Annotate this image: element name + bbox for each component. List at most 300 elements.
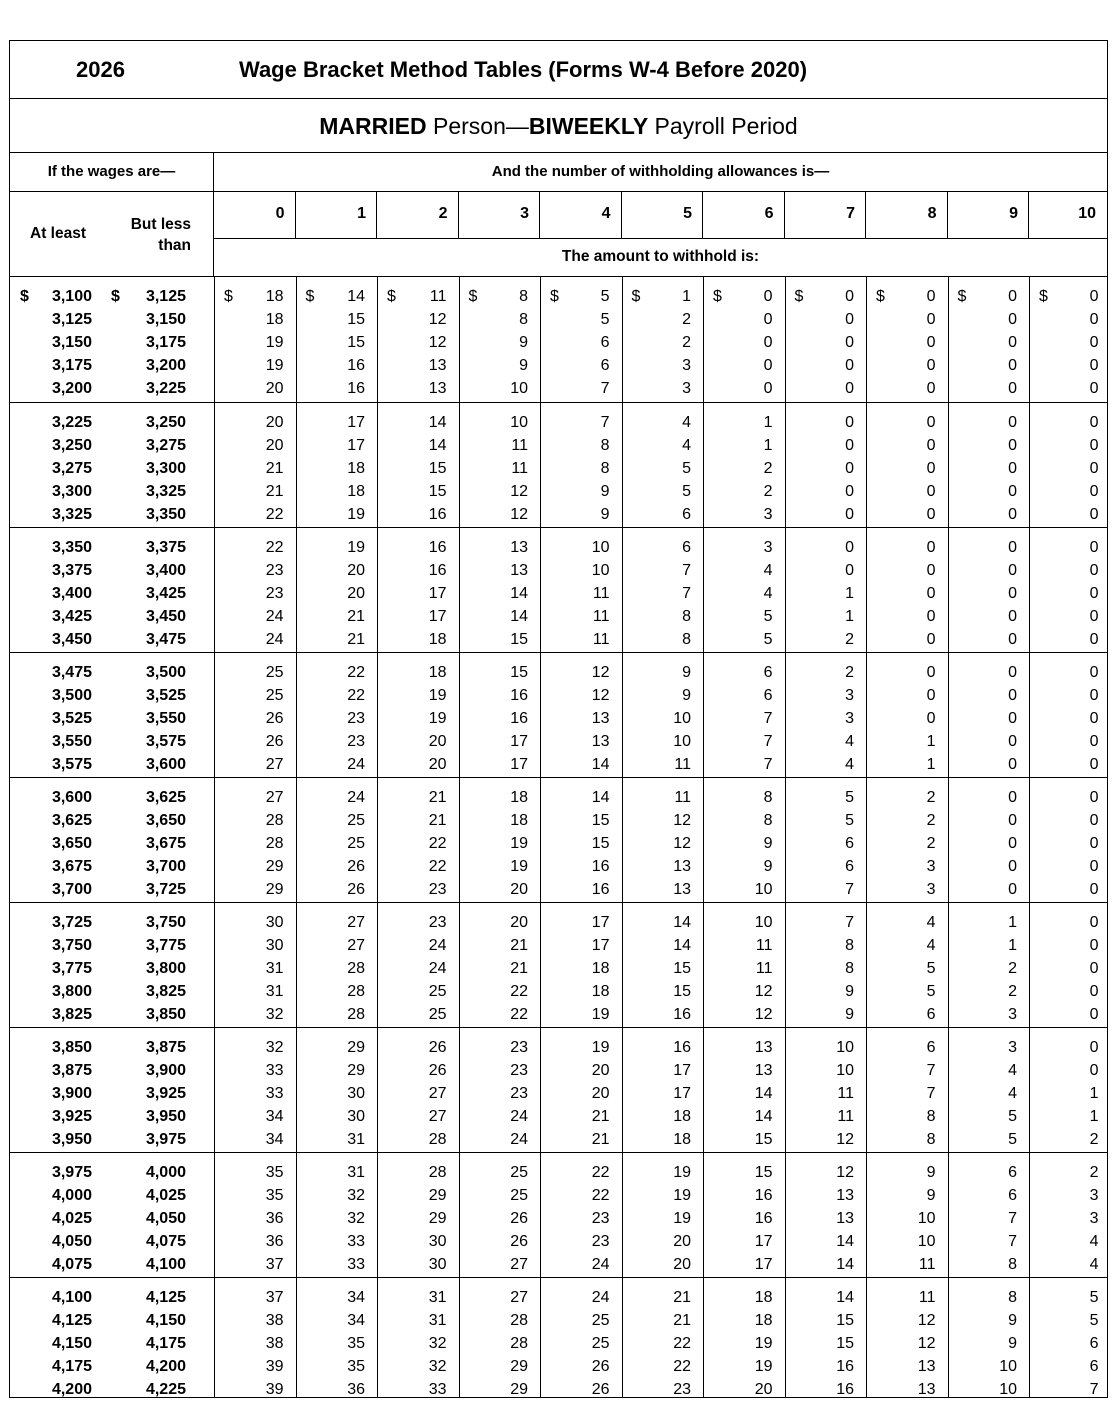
withholding-amount: 1 [926, 733, 936, 750]
withholding-amount: 12 [591, 664, 610, 681]
table-row [10, 832, 1107, 855]
withholding-amount: 13 [591, 710, 610, 727]
withholding-amount: 8 [926, 1108, 936, 1125]
row-group [10, 777, 1107, 902]
wage-but-less-than: 3,525 [145, 687, 186, 704]
withholding-amount: 5 [763, 631, 773, 648]
withholding-amount: 10 [673, 733, 691, 750]
withholding-amount: 14 [754, 1108, 773, 1125]
withholding-amount: 10 [999, 1358, 1017, 1375]
withholding-amount: 1 [845, 608, 854, 625]
wage-but-less-than: 3,225 [145, 380, 186, 397]
withholding-amount: 20 [428, 756, 447, 773]
withholding-amount: 5 [845, 789, 854, 806]
withholding-amount: 16 [347, 357, 365, 374]
withholding-amount: 28 [510, 1335, 528, 1352]
withholding-amount: 20 [510, 914, 528, 931]
allowance-col-7: 7 [785, 192, 867, 238]
withholding-amount: 14 [428, 437, 447, 454]
withholding-amount: 22 [265, 506, 284, 523]
withholding-amount: 0 [1089, 710, 1099, 727]
withholding-amount: 0 [1089, 858, 1099, 875]
withholding-amount: 3 [845, 687, 854, 704]
table-row [10, 377, 1107, 400]
withholding-amount: 0 [926, 380, 936, 397]
withholding-amount: 14 [591, 789, 610, 806]
withholding-amount: 26 [591, 1381, 610, 1398]
table-row [10, 1161, 1107, 1184]
withholding-amount: 16 [754, 1187, 773, 1204]
withholding-amount: 4 [1008, 1085, 1017, 1102]
withholding-amount: 26 [428, 1062, 447, 1079]
withholding-amount: 3 [1008, 1006, 1017, 1023]
withholding-amount: 12 [428, 311, 447, 328]
withholding-amount: 13 [754, 1062, 773, 1079]
withholding-amount: 0 [1089, 756, 1099, 773]
withholding-amount: 19 [754, 1335, 773, 1352]
withholding-amount: 16 [836, 1358, 854, 1375]
withholding-amount: 14 [836, 1289, 854, 1306]
withholding-amount: 28 [347, 960, 365, 977]
withholding-amount: 12 [428, 334, 447, 351]
wage-at-least: 3,150 [51, 334, 92, 351]
table-row [10, 582, 1107, 605]
withholding-amount: 0 [1008, 881, 1017, 898]
wage-at-least: 3,575 [51, 756, 92, 773]
withholding-amount: 11 [837, 1108, 854, 1125]
withholding-amount: 9 [519, 334, 528, 351]
withholding-amount: 2 [682, 311, 691, 328]
withholding-amount: 9 [926, 1187, 936, 1204]
withholding-amount: 0 [1089, 380, 1099, 397]
withholding-amount: 15 [673, 960, 691, 977]
allowance-col-0: 0 [214, 192, 296, 238]
withholding-amount: 3 [1089, 1210, 1099, 1227]
withholding-amount: 4 [763, 562, 773, 579]
withholding-amount: 20 [673, 1233, 691, 1250]
withholding-amount: 8 [600, 437, 610, 454]
withholding-amount: 29 [510, 1358, 528, 1375]
withholding-amount: 24 [265, 608, 284, 625]
withholding-amount: 24 [265, 631, 284, 648]
withholding-amount: 1 [763, 414, 773, 431]
withholding-amount: 9 [845, 983, 854, 1000]
withholding-amount: 9 [1008, 1312, 1017, 1329]
wage-at-least: 3,350 [51, 539, 92, 556]
withholding-amount: 0 [845, 334, 854, 351]
withholding-amount: 20 [673, 1256, 691, 1273]
withholding-amount: 29 [347, 1062, 365, 1079]
withholding-amount: 0 [926, 506, 936, 523]
wage-at-least: 3,400 [51, 585, 92, 602]
withholding-amount: 29 [265, 881, 284, 898]
table-row [10, 1230, 1107, 1253]
withholding-amount: 21 [428, 812, 447, 829]
wage-at-least: 3,700 [51, 881, 92, 898]
withholding-amount: 33 [428, 1381, 447, 1398]
withholding-amount: 14 [836, 1256, 854, 1273]
withholding-amount: 15 [347, 334, 365, 351]
withholding-amount: 26 [591, 1358, 610, 1375]
withholding-amount: 10 [999, 1381, 1017, 1398]
wage-at-least: 3,125 [51, 311, 92, 328]
withholding-amount: 6 [926, 1006, 936, 1023]
wage-but-less-than: 4,000 [145, 1164, 186, 1181]
table-row [10, 1253, 1107, 1276]
withholding-amount: 4 [1089, 1256, 1099, 1273]
withholding-amount: 0 [845, 506, 854, 523]
withholding-amount: 0 [1089, 789, 1099, 806]
wage-at-least: 4,200 [51, 1381, 92, 1398]
withholding-amount: 5 [1008, 1108, 1017, 1125]
withholding-amount: 17 [510, 756, 528, 773]
withholding-amount: 1 [763, 437, 773, 454]
withholding-amount: 0 [1008, 483, 1017, 500]
wage-but-less-than: 4,050 [145, 1210, 186, 1227]
wage-at-least: 3,675 [51, 858, 92, 875]
withholding-amount: 26 [265, 710, 284, 727]
withholding-amount: 25 [591, 1312, 610, 1329]
withholding-amount: 22 [510, 1006, 528, 1023]
wage-but-less-than: 3,825 [145, 983, 186, 1000]
table-row [10, 1207, 1107, 1230]
withholding-amount: 5 [600, 311, 610, 328]
withholding-amount: 19 [673, 1210, 691, 1227]
withholding-amount: 16 [510, 710, 528, 727]
withholding-amount: 0 [1008, 334, 1017, 351]
withholding-amount: 0 [1089, 608, 1099, 625]
withholding-amount: 10 [836, 1062, 854, 1079]
wage-but-less-than: 4,100 [145, 1256, 186, 1273]
withholding-amount: 0 [1008, 539, 1017, 556]
withholding-amount: 26 [265, 733, 284, 750]
withholding-amount: 20 [591, 1062, 610, 1079]
subtitle-person: Person— [426, 113, 529, 139]
withholding-amount: 13 [428, 380, 447, 397]
withholding-amount: 16 [673, 1039, 691, 1056]
withholding-amount: 18 [347, 483, 365, 500]
wage-at-least: 3,275 [51, 460, 92, 477]
withholding-amount: 21 [265, 483, 284, 500]
withholding-amount: 2 [1089, 1131, 1099, 1148]
withholding-amount: 8 [519, 288, 528, 305]
table-title: Wage Bracket Method Tables (Forms W-4 Before 2020) [239, 57, 808, 82]
wage-but-less-than: 3,975 [145, 1131, 186, 1148]
withholding-amount: 0 [1089, 562, 1099, 579]
withholding-amount: 30 [265, 914, 284, 931]
wage-but-less-than: 3,550 [145, 710, 186, 727]
withholding-amount: 11 [918, 1289, 936, 1306]
withholding-amount: 35 [347, 1335, 365, 1352]
table-row [10, 503, 1107, 526]
withholding-amount: 18 [591, 983, 610, 1000]
withholding-amount: 18 [510, 789, 528, 806]
withholding-amount: 0 [1008, 789, 1017, 806]
wage-at-least: 3,325 [51, 506, 92, 523]
withholding-amount: 22 [591, 1164, 610, 1181]
withholding-amount: 20 [428, 733, 447, 750]
withholding-amount: 5 [1008, 1131, 1017, 1148]
withholding-amount: 0 [1089, 539, 1099, 556]
withholding-amount: 18 [428, 664, 447, 681]
withholding-amount: 27 [510, 1256, 528, 1273]
table-row [10, 1286, 1107, 1309]
withholding-amount: 13 [591, 733, 610, 750]
wage-but-less-than: 3,775 [145, 937, 186, 954]
withholding-amount: 6 [682, 539, 691, 556]
withholding-amount: 10 [754, 914, 773, 931]
withholding-amount: 4 [682, 414, 691, 431]
withholding-amount: 7 [1008, 1233, 1017, 1250]
withholding-amount: 10 [591, 539, 610, 556]
withholding-amount: 0 [1089, 835, 1099, 852]
withholding-amount: 3 [682, 357, 691, 374]
wage-but-less-than: 3,250 [145, 414, 186, 431]
table-row [10, 354, 1107, 377]
withholding-amount: 10 [591, 562, 610, 579]
withholding-amount: 16 [428, 506, 447, 523]
withholding-amount: 0 [926, 357, 936, 374]
wage-but-less-than: 4,125 [145, 1289, 186, 1306]
withholding-amount: 3 [1089, 1187, 1099, 1204]
withholding-amount: 26 [347, 858, 365, 875]
withholding-amount: 12 [673, 812, 691, 829]
withholding-amount: 0 [1008, 288, 1017, 305]
withholding-amount: 25 [510, 1187, 528, 1204]
withholding-amount: 21 [265, 460, 284, 477]
wage-but-less-than: 3,600 [145, 756, 186, 773]
withholding-amount: 0 [1089, 506, 1099, 523]
withholding-amount: 24 [510, 1108, 528, 1125]
table-row [10, 707, 1107, 730]
wage-at-least: 3,475 [51, 664, 92, 681]
table-row [10, 753, 1107, 776]
amount-dollar-sign: $ [305, 288, 315, 305]
wage-but-less-than: 4,225 [145, 1381, 186, 1398]
withholding-amount: 19 [265, 357, 284, 374]
withholding-amount: 0 [926, 710, 936, 727]
withholding-amount: 7 [600, 414, 610, 431]
withholding-amount: 0 [1089, 585, 1099, 602]
withholding-amount: 7 [763, 756, 773, 773]
withholding-amount: 14 [510, 585, 528, 602]
withholding-amount: 17 [591, 937, 610, 954]
withholding-amount: 0 [926, 562, 936, 579]
withholding-amount: 24 [347, 789, 365, 806]
withholding-amount: 19 [591, 1006, 610, 1023]
withholding-amount: 20 [347, 562, 365, 579]
withholding-amount: 18 [265, 288, 284, 305]
allowance-col-2: 2 [377, 192, 459, 238]
withholding-amount: 0 [845, 311, 854, 328]
withholding-amount: 2 [682, 334, 691, 351]
amount-dollar-sign: $ [224, 288, 233, 305]
withholding-amount: 6 [845, 835, 854, 852]
withholding-amount: 0 [926, 664, 936, 681]
row-group [10, 527, 1107, 652]
row-group [10, 277, 1107, 402]
table-row [10, 1355, 1107, 1378]
withholding-amount: 0 [763, 334, 773, 351]
wage-at-least: 3,950 [51, 1131, 92, 1148]
wage-but-less-than: 3,475 [145, 631, 186, 648]
withholding-amount: 18 [510, 812, 528, 829]
withholding-amount: 13 [510, 539, 528, 556]
withholding-amount: 22 [510, 983, 528, 1000]
withholding-amount: 12 [510, 506, 528, 523]
withholding-amount: 0 [1089, 288, 1099, 305]
withholding-amount: 0 [845, 562, 854, 579]
wage-at-least: 3,600 [51, 789, 92, 806]
table-row [10, 730, 1107, 753]
withholding-amount: 17 [347, 414, 365, 431]
withholding-amount: 32 [265, 1039, 284, 1056]
withholding-amount: 39 [265, 1358, 284, 1375]
allowance-col-9: 9 [948, 192, 1030, 238]
withholding-amount: 9 [600, 506, 610, 523]
withholding-amount: 2 [845, 631, 854, 648]
withholding-amount: 7 [1008, 1210, 1017, 1227]
wage-but-less-than: 3,450 [145, 608, 186, 625]
wage-at-least: 4,075 [51, 1256, 92, 1273]
withholding-amount: 4 [682, 437, 691, 454]
withholding-amount: 35 [265, 1164, 284, 1181]
wage-but-less-than: 3,750 [145, 914, 186, 931]
wage-at-least: 3,875 [51, 1062, 92, 1079]
wage-at-least: 3,650 [51, 835, 92, 852]
withholding-amount: 5 [682, 460, 691, 477]
table-row [10, 878, 1107, 901]
withholding-amount: 23 [510, 1085, 528, 1102]
withholding-amount: 21 [510, 937, 528, 954]
withholding-amount: 19 [754, 1358, 773, 1375]
withholding-amount: 26 [510, 1210, 528, 1227]
withholding-amount: 14 [673, 937, 691, 954]
withholding-amount: 23 [591, 1233, 610, 1250]
withholding-amount: 0 [1089, 960, 1099, 977]
wage-at-least: 3,775 [51, 960, 92, 977]
wage-at-least: 3,500 [51, 687, 92, 704]
withholding-amount: 7 [845, 881, 854, 898]
withholding-amount: 14 [347, 288, 365, 305]
withholding-amount: 12 [754, 983, 773, 1000]
withholding-amount: 17 [673, 1085, 691, 1102]
withholding-amount: 1 [1008, 937, 1017, 954]
table-row [10, 1128, 1107, 1151]
withholding-amount: 0 [845, 288, 854, 305]
withholding-amount: 2 [926, 789, 936, 806]
withholding-amount: 25 [347, 835, 365, 852]
withholding-amount: 2 [763, 483, 773, 500]
amount-dollar-sign: $ [876, 288, 885, 305]
withholding-amount: 0 [1008, 710, 1017, 727]
withholding-amount: 23 [673, 1381, 691, 1398]
withholding-amount: 4 [926, 937, 936, 954]
wage-but-less-than: 3,175 [145, 334, 186, 351]
withholding-amount: 21 [673, 1289, 691, 1306]
withholding-amount: 16 [347, 380, 365, 397]
withholding-amount: 0 [926, 631, 936, 648]
withholding-amount: 9 [682, 664, 691, 681]
withholding-amount: 14 [428, 414, 447, 431]
withholding-amount: 21 [428, 789, 447, 806]
withholding-amount: 23 [428, 881, 447, 898]
withholding-amount: 26 [510, 1233, 528, 1250]
withholding-amount: 28 [428, 1164, 447, 1181]
withholding-amount: 19 [673, 1187, 691, 1204]
withholding-amount: 2 [926, 835, 936, 852]
wage-at-least: 3,975 [51, 1164, 92, 1181]
withholding-amount: 18 [673, 1108, 691, 1125]
withholding-amount: 8 [763, 812, 773, 829]
withholding-amount: 7 [763, 710, 773, 727]
wage-at-least: 3,850 [51, 1039, 92, 1056]
withholding-amount: 27 [265, 789, 284, 806]
wage-but-less-than: 4,150 [145, 1312, 186, 1329]
withholding-amount: 31 [347, 1131, 365, 1148]
withholding-amount: 0 [1089, 437, 1099, 454]
allowance-col-4: 4 [540, 192, 622, 238]
withholding-amount: 8 [519, 311, 528, 328]
withholding-amount: 7 [682, 562, 691, 579]
withholding-amount: 36 [265, 1210, 284, 1227]
amount-dollar-sign: $ [1039, 288, 1048, 305]
withholding-amount: 30 [265, 937, 284, 954]
wage-but-less-than: 3,875 [145, 1039, 186, 1056]
wage-bracket-table [9, 40, 1108, 1398]
wage-but-less-than: 3,375 [145, 539, 186, 556]
withholding-amount: 14 [673, 914, 691, 931]
withholding-amount: 15 [836, 1312, 854, 1329]
withholding-amount: 9 [845, 1006, 854, 1023]
withholding-amount: 12 [917, 1312, 936, 1329]
withholding-amount: 27 [265, 756, 284, 773]
withholding-amount: 8 [1008, 1289, 1017, 1306]
withholding-amount: 9 [682, 687, 691, 704]
withholding-amount: 22 [428, 858, 447, 875]
but-less-line-2: than [158, 237, 191, 254]
withholding-amount: 35 [265, 1187, 284, 1204]
withholding-amount: 0 [1089, 460, 1099, 477]
allowance-col-5: 5 [622, 192, 704, 238]
table-row [10, 1082, 1107, 1105]
allowance-col-6: 6 [703, 192, 785, 238]
withholding-amount: 0 [845, 414, 854, 431]
wage-at-least: 3,550 [51, 733, 92, 750]
allowances-label: And the number of withholding allowances is— [491, 163, 830, 180]
withholding-amount: 30 [428, 1256, 447, 1273]
withholding-amount: 12 [510, 483, 528, 500]
withholding-amount: 0 [1008, 311, 1017, 328]
but-less-line-1: But less [130, 216, 191, 233]
withholding-amount: 32 [428, 1335, 447, 1352]
withholding-amount: 32 [347, 1210, 365, 1227]
table-row [10, 434, 1107, 457]
table-row [10, 661, 1107, 684]
withholding-amount: 25 [428, 983, 447, 1000]
withholding-amount: 7 [600, 380, 610, 397]
withholding-amount: 17 [428, 585, 447, 602]
withholding-amount: 3 [926, 881, 936, 898]
withholding-amount: 23 [591, 1210, 610, 1227]
wage-at-least: 3,100 [51, 288, 92, 305]
but-less-than-label [131, 214, 191, 256]
withholding-amount: 21 [347, 608, 365, 625]
withholding-amount: 24 [591, 1256, 610, 1273]
wage-dollar-sign: $ [20, 288, 29, 305]
withholding-amount: 0 [763, 380, 773, 397]
table-row [10, 1309, 1107, 1332]
